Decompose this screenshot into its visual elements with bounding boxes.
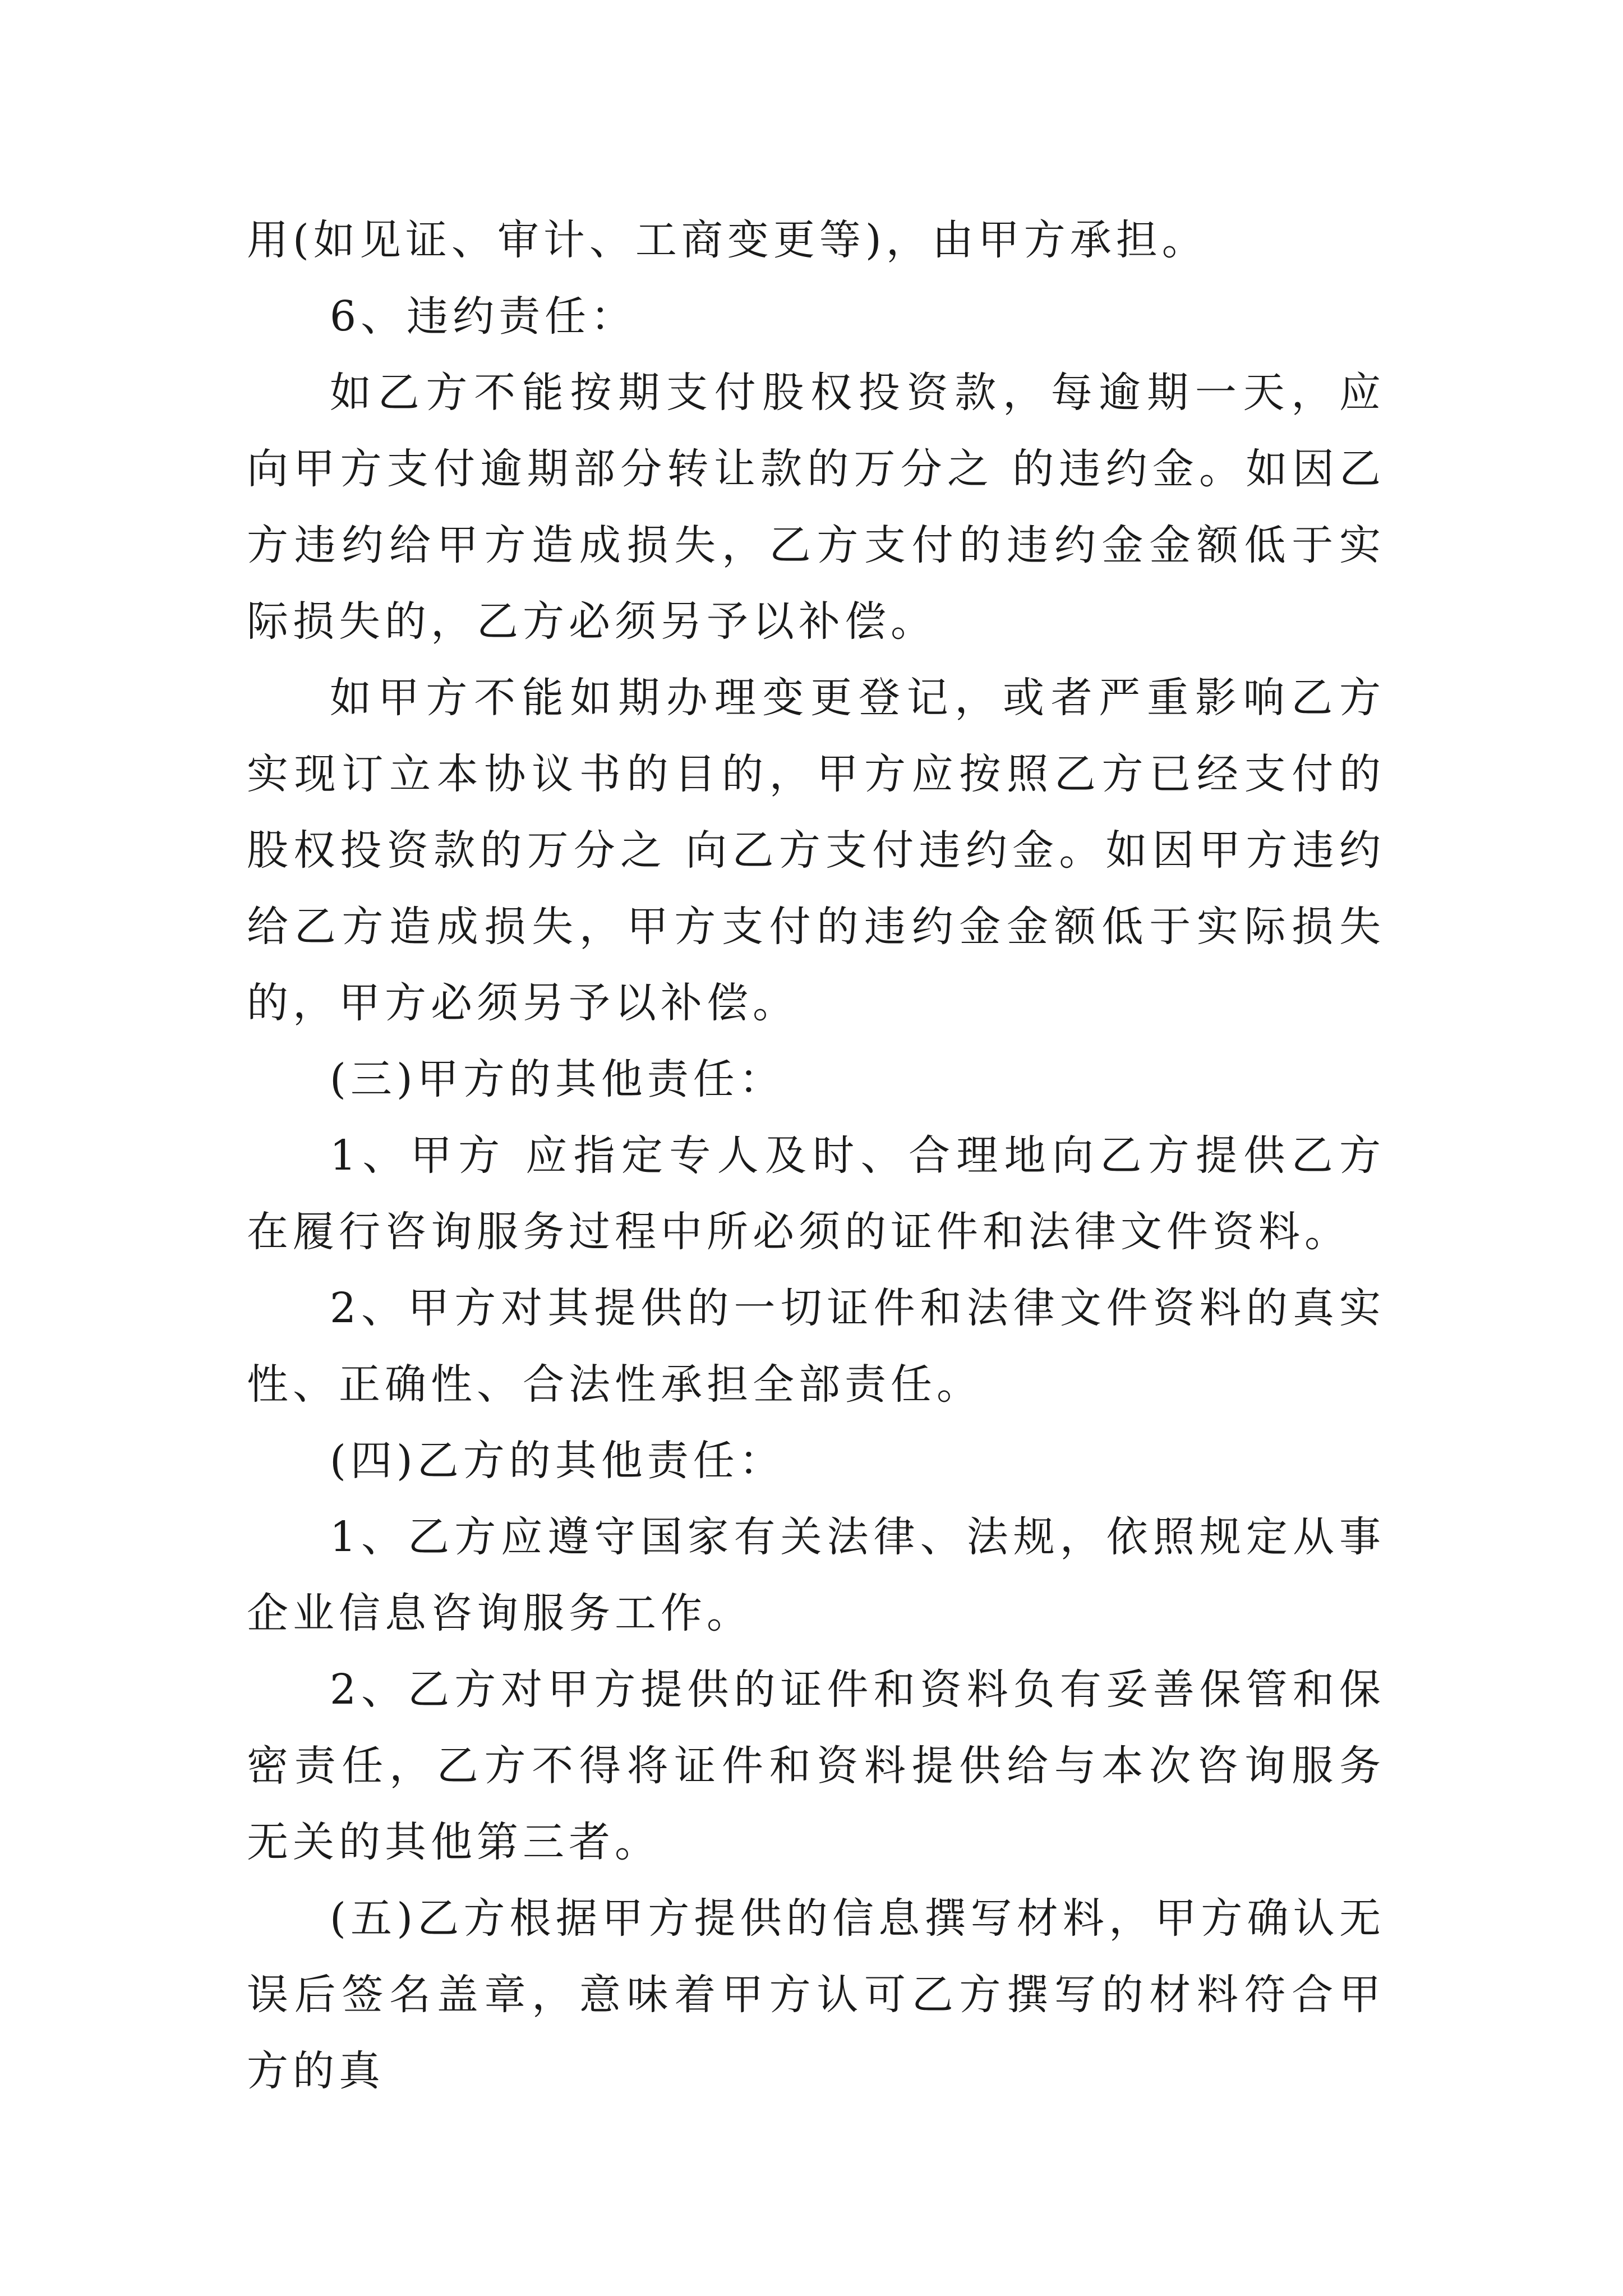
paragraph-party-a-breach: 如甲方不能如期办理变更登记，或者严重影响乙方实现订立本协议书的目的，甲方应按照乙方已经支付的股权投资款的万分之 向乙方支付违约金。如因甲方违约给乙方造成损失，甲方支付的违约金金额低于实际损失的，甲方必须另予以补偿。	[247, 674, 1385, 1027]
paragraph-party-a-duty-2: 2、甲方对其提供的一切证件和法律文件资料的真实性、正确性、合法性承担全部责任。	[247, 1284, 1385, 1409]
paragraph-party-b-breach: 如乙方不能按期支付股权投资款，每逾期一天，应向甲方支付逾期部分转让款的万分之 的违约金。如因乙方违约给甲方造成损失，乙方支付的违约金金额低于实际损失的，乙方必须另予以补偿。	[247, 369, 1385, 646]
document-body	[247, 202, 1385, 2109]
paragraph-party-b-duty-2: 2、乙方对甲方提供的证件和资料负有妥善保管和保密责任，乙方不得将证件和资料提供给与本次咨询服务无关的其他第三者。	[247, 1665, 1385, 1866]
paragraph-fee-continuation: 用(如见证、审计、工商变更等)，由甲方承担。	[247, 216, 1208, 264]
paragraph-party-a-duty-1: 1、甲方 应指定专人及时、合理地向乙方提供乙方在履行咨询服务过程中所必须的证件和法律文件资料。	[247, 1131, 1385, 1256]
paragraph-party-a-other-duties-heading: (三)甲方的其他责任：	[330, 1055, 785, 1103]
paragraph-party-b-duty-1: 1、乙方应遵守国家有关法律、法规，依照规定从事企业信息咨询服务工作。	[247, 1513, 1385, 1637]
paragraph-breach-liability-heading: 6、违约责任：	[330, 292, 637, 341]
paragraph-party-b-other-duties-heading: (四)乙方的其他责任：	[330, 1437, 785, 1485]
paragraph-materials-confirmation: (五)乙方根据甲方提供的信息撰写材料，甲方确认无误后签名盖章，意味着甲方认可乙方撰写的材料符合甲方的真	[247, 1894, 1385, 2095]
